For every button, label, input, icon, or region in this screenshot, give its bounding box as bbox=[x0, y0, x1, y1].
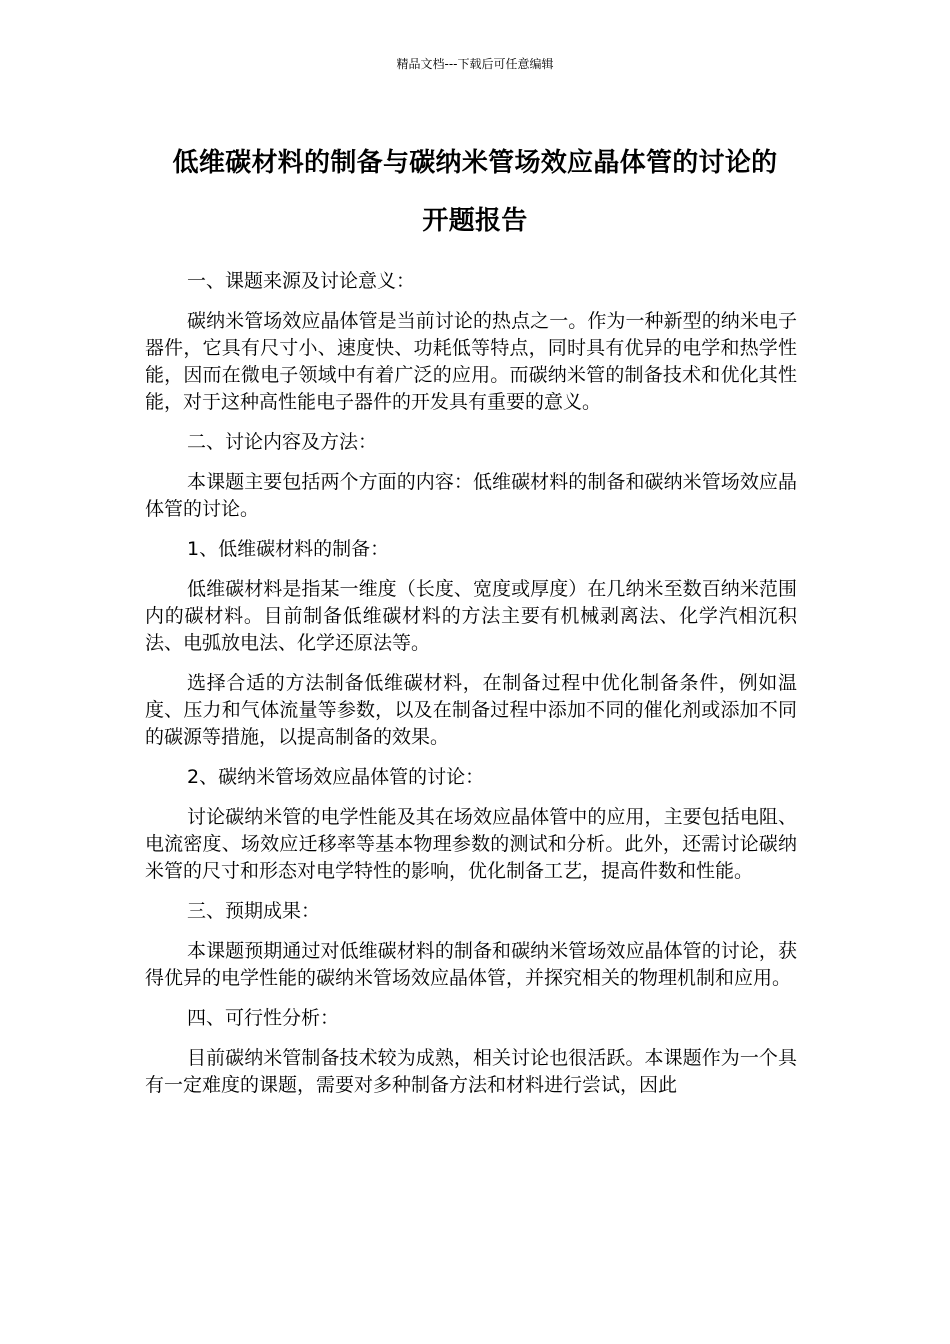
title-line-1: 低维碳材料的制备与碳纳米管场效应晶体管的讨论的 bbox=[172, 148, 778, 178]
document-title bbox=[145, 134, 805, 250]
section-heading-results: 三、预期成果： bbox=[187, 900, 321, 922]
paragraph-significance: 碳纳米管场效应晶体管是当前讨论的热点之一。作为一种新型的纳米电子器件，它具有尺寸小、速度快、功耗低等特点，同时具有优异的电学和热学性能，因而在微电子领域中有着广泛的应用。而碳纳米管的制备技术和优化其性能，对于这种高性能电子器件的开发具有重要的意义。 bbox=[145, 310, 797, 413]
paragraph-preparation-optimization: 选择合适的方法制备低维碳材料，在制备过程中优化制备条件，例如温度、压力和气体流量等参数，以及在制备过程中添加不同的催化剂或添加不同的碳源等措施，以提高制备的效果。 bbox=[145, 672, 797, 748]
title-line-2: 开题报告 bbox=[422, 206, 528, 236]
paragraph-transistor-study: 讨论碳纳米管的电学性能及其在场效应晶体管中的应用，主要包括电阻、电流密度、场效应迁移率等基本物理参数的测试和分析。此外，还需讨论碳纳米管的尺寸和形态对电学特性的影响，优化制备工艺，提高件数和性能。 bbox=[145, 806, 797, 882]
section-heading-source: 一、课题来源及讨论意义： bbox=[187, 270, 416, 292]
page-header: 精品文档---下载后可任意编辑 bbox=[396, 57, 554, 71]
paragraph-expected-results: 本课题预期通过对低维碳材料的制备和碳纳米管场效应晶体管的讨论，获得优异的电学性能的碳纳米管场效应晶体管，并探究相关的物理机制和应用。 bbox=[145, 940, 797, 989]
section-heading-feasibility: 四、可行性分析： bbox=[187, 1007, 340, 1029]
subheading-preparation: 1、低维碳材料的制备： bbox=[187, 538, 390, 560]
paragraph-feasibility: 目前碳纳米管制备技术较为成熟，相关讨论也很活跃。本课题作为一个具有一定难度的课题，需要对多种制备方法和材料进行尝试，因此 bbox=[145, 1047, 797, 1096]
paragraph-content-overview: 本课题主要包括两个方面的内容：低维碳材料的制备和碳纳米管场效应晶体管的讨论。 bbox=[145, 471, 797, 520]
section-heading-content: 二、讨论内容及方法： bbox=[187, 431, 378, 453]
subheading-transistor: 2、碳纳米管场效应晶体管的讨论： bbox=[187, 766, 485, 788]
document-body bbox=[145, 268, 797, 1112]
paragraph-preparation-methods: 低维碳材料是指某一维度（长度、宽度或厚度）在几纳米至数百纳米范围内的碳材料。目前制备低维碳材料的方法主要有机械剥离法、化学汽相沉积法、电弧放电法、化学还原法等。 bbox=[145, 578, 797, 654]
